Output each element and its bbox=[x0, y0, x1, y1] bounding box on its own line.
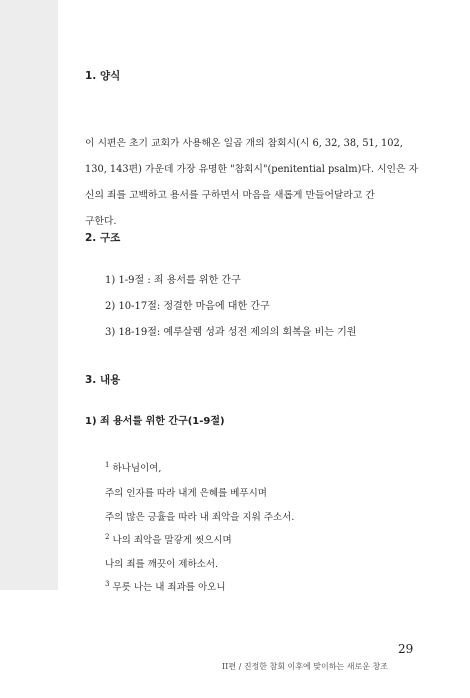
structure-item: 1) 1-9절 : 죄 용서를 위한 간구 bbox=[105, 275, 241, 286]
structure-item: 2) 10-17절: 정결한 마음에 대한 간구 bbox=[105, 301, 270, 312]
verse-number: 2 bbox=[105, 532, 110, 541]
verse-line bbox=[105, 532, 232, 546]
verse-line bbox=[105, 485, 267, 499]
verse-text: 나의 죄를 깨끗이 제하소서. bbox=[105, 559, 219, 570]
verse-line bbox=[105, 579, 226, 593]
page-number: 29 bbox=[398, 642, 414, 656]
verse-text: 주의 인자를 따라 내게 은혜를 베푸시며 bbox=[105, 488, 267, 499]
section-heading-content: 3. 내용 bbox=[85, 374, 121, 386]
paragraph-line: 신의 죄를 고백하고 용서를 구하면서 마음을 새롭게 만들어달라고 간 bbox=[85, 190, 375, 201]
subsection-heading: 1) 죄 용서를 위한 간구(1-9절) bbox=[85, 416, 225, 427]
paragraph-line: 구한다. bbox=[85, 216, 117, 227]
structure-item: 3) 18-19절: 예루살렘 성과 성전 제의의 회복을 비는 기원 bbox=[105, 327, 357, 338]
verse-text: 나의 죄악을 말갛게 씻으시며 bbox=[112, 535, 232, 546]
running-footer: II편 / 진정한 참회 이후에 맞이하는 새로운 창조 bbox=[222, 662, 388, 671]
verse-line bbox=[105, 460, 161, 474]
verse-text: 주의 많은 긍휼을 따라 내 죄악을 지워 주소서. bbox=[105, 512, 295, 523]
body-paragraph bbox=[85, 131, 419, 235]
verse-text: 하나님이여, bbox=[112, 463, 162, 474]
verse-number: 1 bbox=[105, 460, 110, 469]
verse-text: 무릇 나는 내 죄과를 아오니 bbox=[112, 582, 226, 593]
section-heading-structure: 2. 구조 bbox=[85, 232, 121, 244]
page-gutter bbox=[0, 0, 58, 590]
paragraph-line: 130, 143편) 가운데 가장 유명한 "참회시"(penitential psalm)다. 시인은 자 bbox=[85, 164, 419, 175]
paragraph-line: 이 시편은 초기 교회가 사용해온 일곱 개의 참회시(시 6, 32, 38, 51, 102, bbox=[85, 138, 403, 149]
verse-number: 3 bbox=[105, 579, 110, 588]
verse-line bbox=[105, 509, 294, 523]
verse-line bbox=[105, 556, 218, 570]
section-heading-form: 1. 양식 bbox=[85, 70, 121, 82]
